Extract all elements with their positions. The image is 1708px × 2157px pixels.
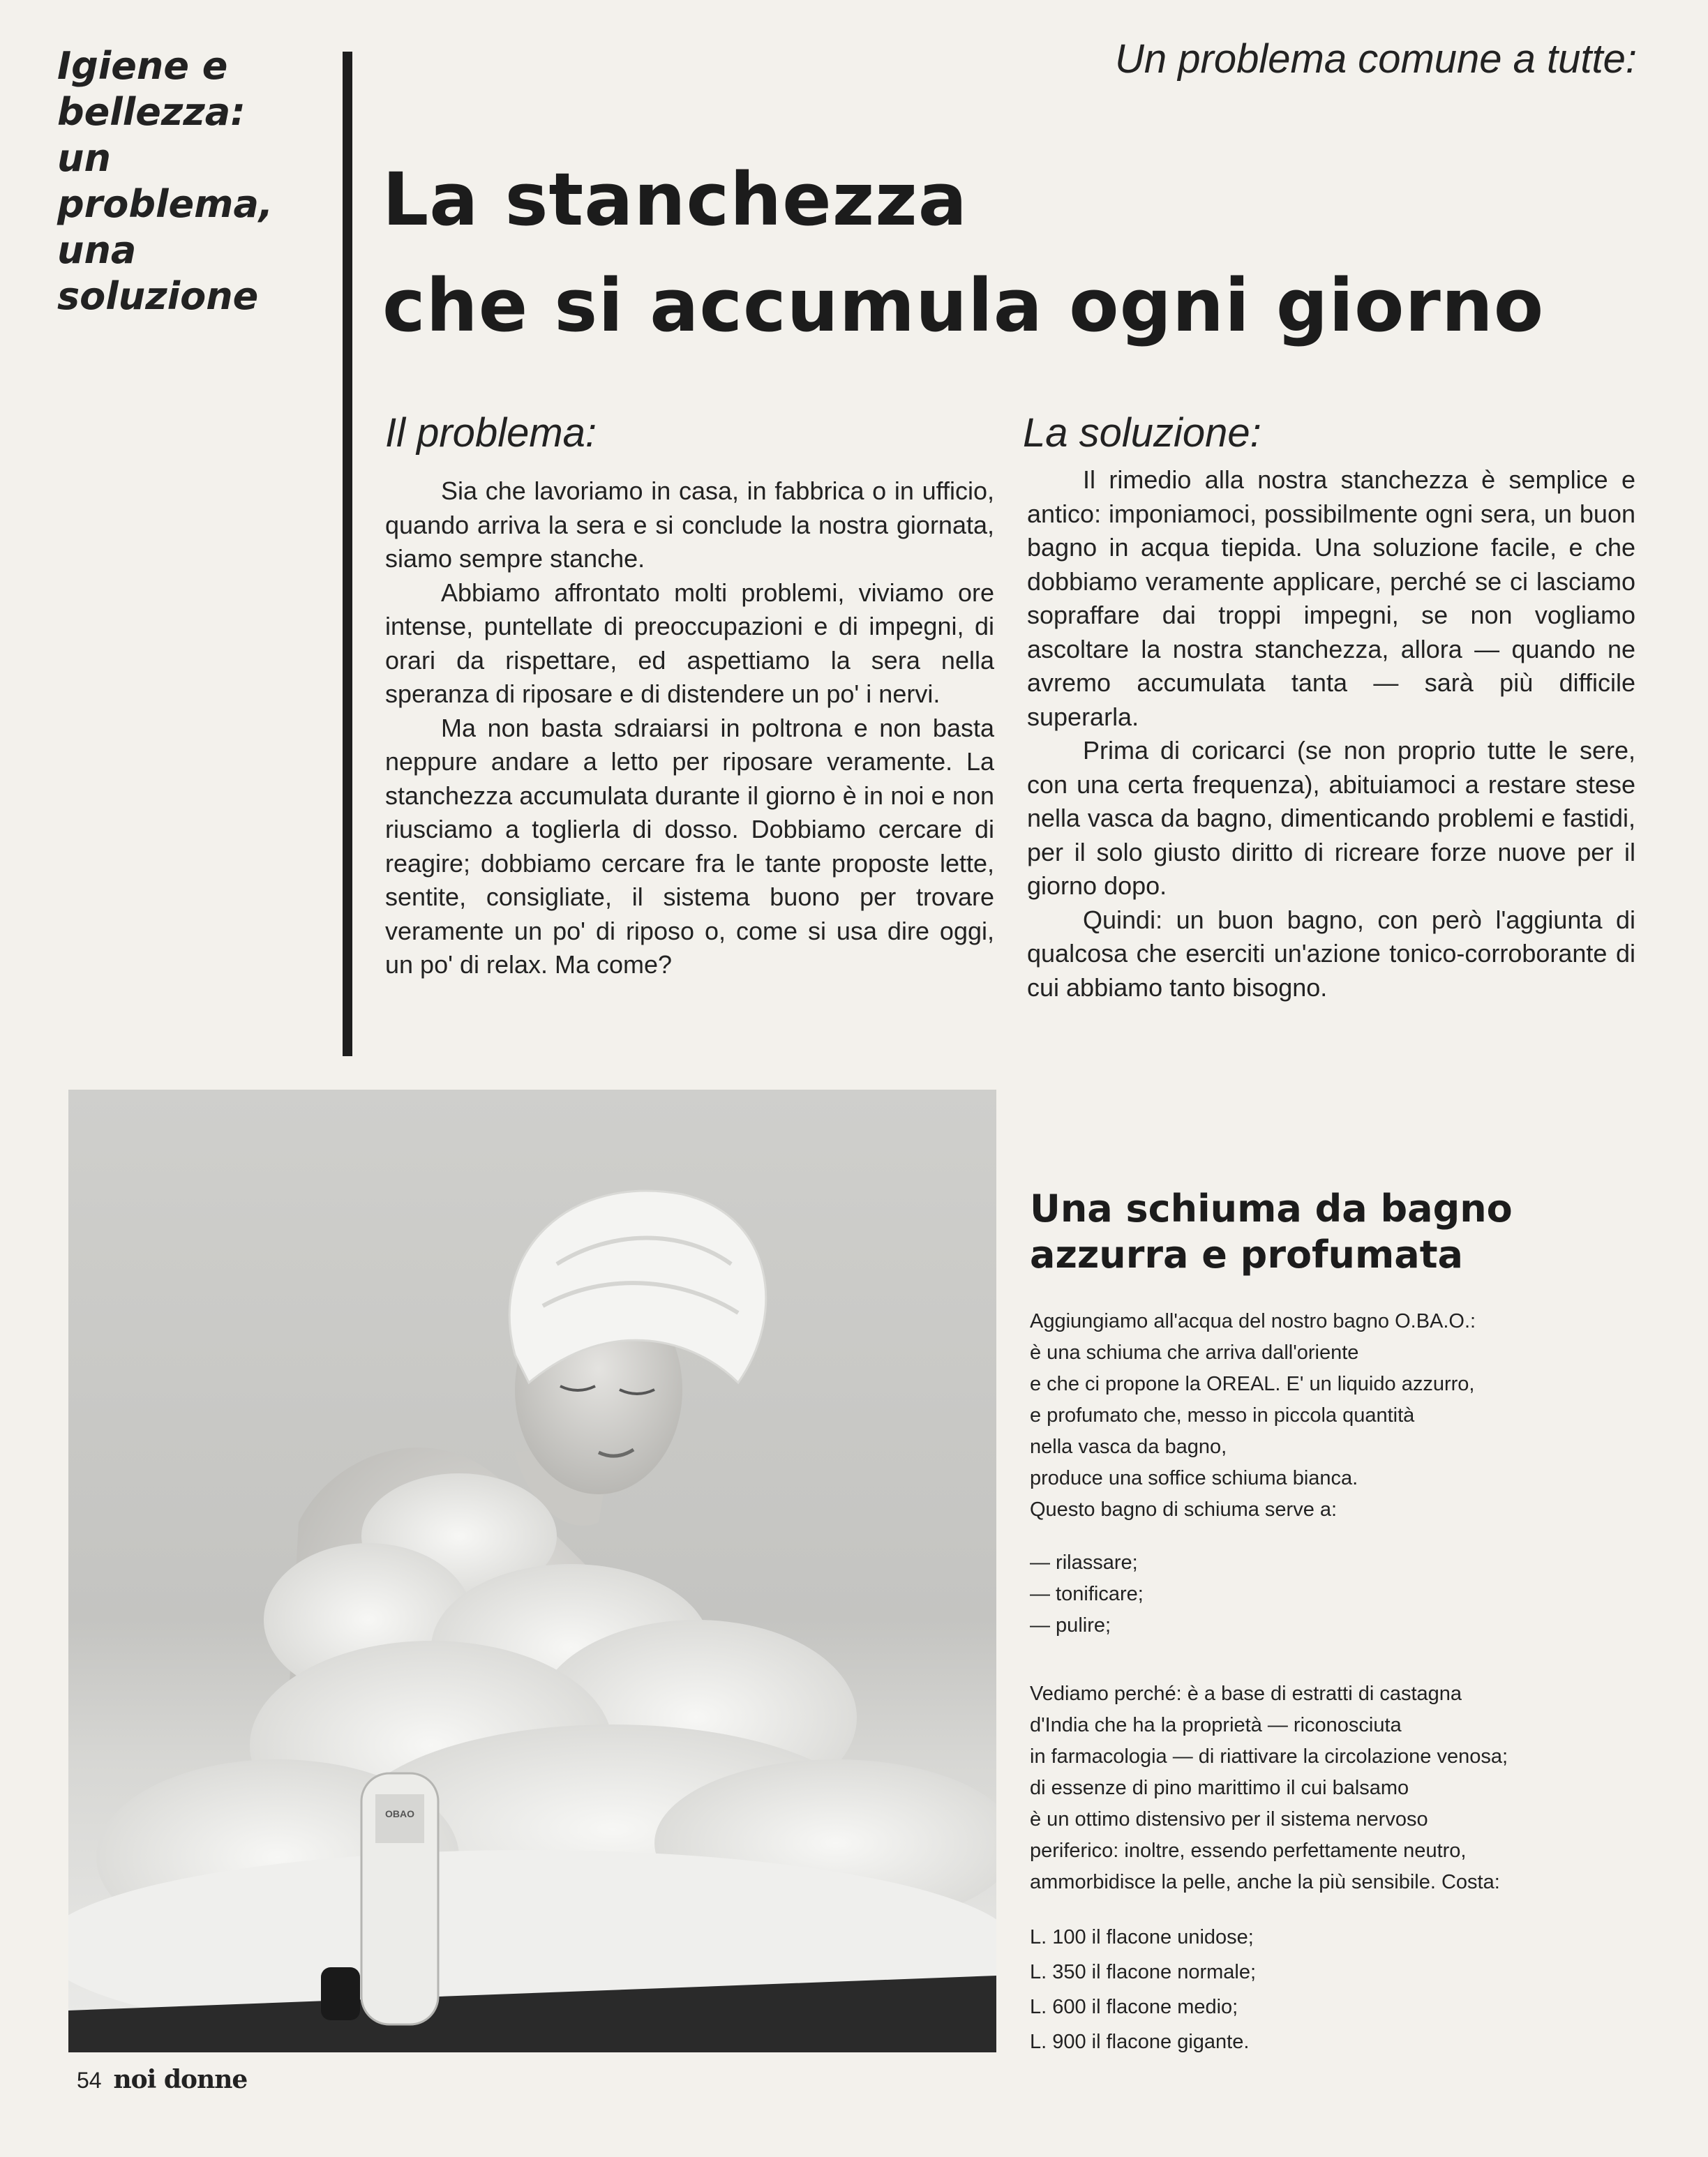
- section-heading-line: Igiene e: [57, 44, 228, 88]
- magazine-name: noi donne: [113, 2065, 248, 2094]
- text-line: Aggiungiamo all'acqua del nostro bagno O.BA.O.:: [1030, 1310, 1476, 1332]
- product-intro: [1030, 1306, 1658, 1526]
- problem-title: Il problema:: [385, 410, 597, 456]
- price-item: L. 350 il flacone normale;: [1030, 1961, 1257, 1983]
- page-number: 54: [77, 2068, 102, 2093]
- text-line: in farmacologia — di riattivare la circolazione venosa;: [1030, 1745, 1508, 1768]
- kicker: Un problema comune a tutte:: [1115, 36, 1637, 82]
- text-line: periferico: inoltre, essendo perfettamente neutro,: [1030, 1840, 1467, 1862]
- product-subhead: [1030, 1186, 1658, 1278]
- headline: [382, 146, 1645, 359]
- text-line: ammorbidisce la pelle, anche la più sensibile. Costa:: [1030, 1871, 1500, 1893]
- price-list: [1030, 1920, 1658, 2059]
- subhead-line: azzurra e profumata: [1030, 1233, 1463, 1277]
- text-line: di essenze di pino marittimo il cui balsamo: [1030, 1777, 1409, 1799]
- section-heading-line: bellezza:: [57, 90, 246, 134]
- headline-line: che si accumula ogni giorno: [382, 263, 1545, 348]
- page-footer: [77, 2065, 247, 2094]
- text-line: è una schiuma che arriva dall'oriente: [1030, 1341, 1359, 1364]
- subhead-line: Una schiuma da bagno: [1030, 1187, 1513, 1231]
- section-heading-line: soluzione: [57, 274, 259, 318]
- text-line: d'India che ha la proprietà — riconosciuta: [1030, 1714, 1402, 1736]
- bath-illustration: [68, 1090, 996, 2052]
- text-line: Vediamo perché: è a base di estratti di castagna: [1030, 1683, 1462, 1705]
- text-line: produce una soffice schiuma bianca.: [1030, 1467, 1358, 1489]
- price-item: L. 100 il flacone unidose;: [1030, 1926, 1254, 1948]
- text-line: e che ci propone la OREAL. E' un liquido azzurro,: [1030, 1373, 1475, 1395]
- section-heading-line: un: [57, 136, 111, 180]
- bottle-label: OBAO: [385, 1808, 414, 1819]
- solution-title: La soluzione:: [1023, 410, 1261, 456]
- list-item: — pulire;: [1030, 1614, 1111, 1637]
- price-item: L. 600 il flacone medio;: [1030, 1996, 1238, 2018]
- vertical-rule: [343, 52, 352, 1056]
- text-line: e profumato che, messo in piccola quantità: [1030, 1404, 1415, 1427]
- price-item: L. 900 il flacone gigante.: [1030, 2031, 1250, 2053]
- paragraph: Quindi: un buon bagno, con però l'aggiunta di qualcosa che eserciti un'azione tonico-corroborante di cui abbiamo tanto bisogno.: [1027, 905, 1635, 1002]
- paragraph: Sia che lavoriamo in casa, in fabbrica o in ufficio, quando arriva la sera e si conclude la nostra giornata, siamo sempre stanche.: [385, 476, 994, 573]
- problem-column: [385, 474, 994, 982]
- product-explanation: [1030, 1678, 1658, 1898]
- headline-line: La stanchezza: [382, 157, 968, 242]
- paragraph: Prima di coricarci (se non proprio tutte le sere, con una certa frequenza), abituiamoci a restare stese nella vasca da bagno, dimenticando problemi e fastidi, per il solo giusto diritto di ricreare forze nuove per il giorno dopo.: [1027, 736, 1635, 900]
- section-heading: [57, 43, 308, 320]
- text-line: nella vasca da bagno,: [1030, 1436, 1227, 1458]
- list-item: — rilassare;: [1030, 1551, 1138, 1574]
- paragraph: Il rimedio alla nostra stanchezza è semplice e antico: imponiamoci, possibilmente ogni sera, un buon bagno in acqua tiepida. Una soluzione facile, e che dobbiamo veramente applicare, perché se ci lasciamo sopraffare dai troppi impegni, se non vogliamo ascoltare la nostra stanchezza, allora — quando ne avremo accumulata tanta — sarà più difficile superarla.: [1027, 465, 1635, 731]
- text-line: è un ottimo distensivo per il sistema nervoso: [1030, 1808, 1428, 1831]
- list-item: — tonificare;: [1030, 1583, 1144, 1605]
- text-line: Questo bagno di schiuma serve a:: [1030, 1498, 1338, 1521]
- paragraph: Abbiamo affrontato molti problemi, viviamo ore intense, puntellate di preoccupazioni e di impegni, di orari da rispettare, ed aspettiamo la sera nella speranza di riposare e di distendere un po' i nervi.: [385, 578, 994, 708]
- bath-photo: [68, 1090, 996, 2052]
- section-heading-line: una: [57, 228, 137, 272]
- benefit-list: [1030, 1547, 1658, 1641]
- solution-column: [1027, 463, 1635, 1005]
- section-heading-line: problema,: [57, 182, 274, 226]
- paragraph: Ma non basta sdraiarsi in poltrona e non basta neppure andare a letto per riposare veramente. La stanchezza accumulata durante il giorno è in noi e non riusciamo a toglierla di dosso. Dobbiamo cercare di reagire; dobbiamo cercare fra le tante proposte lette, sentite, consigliate, il sistema buono per trovare veramente un po' di riposo o, come si usa dire oggi, un po' di relax. Ma come?: [385, 713, 994, 979]
